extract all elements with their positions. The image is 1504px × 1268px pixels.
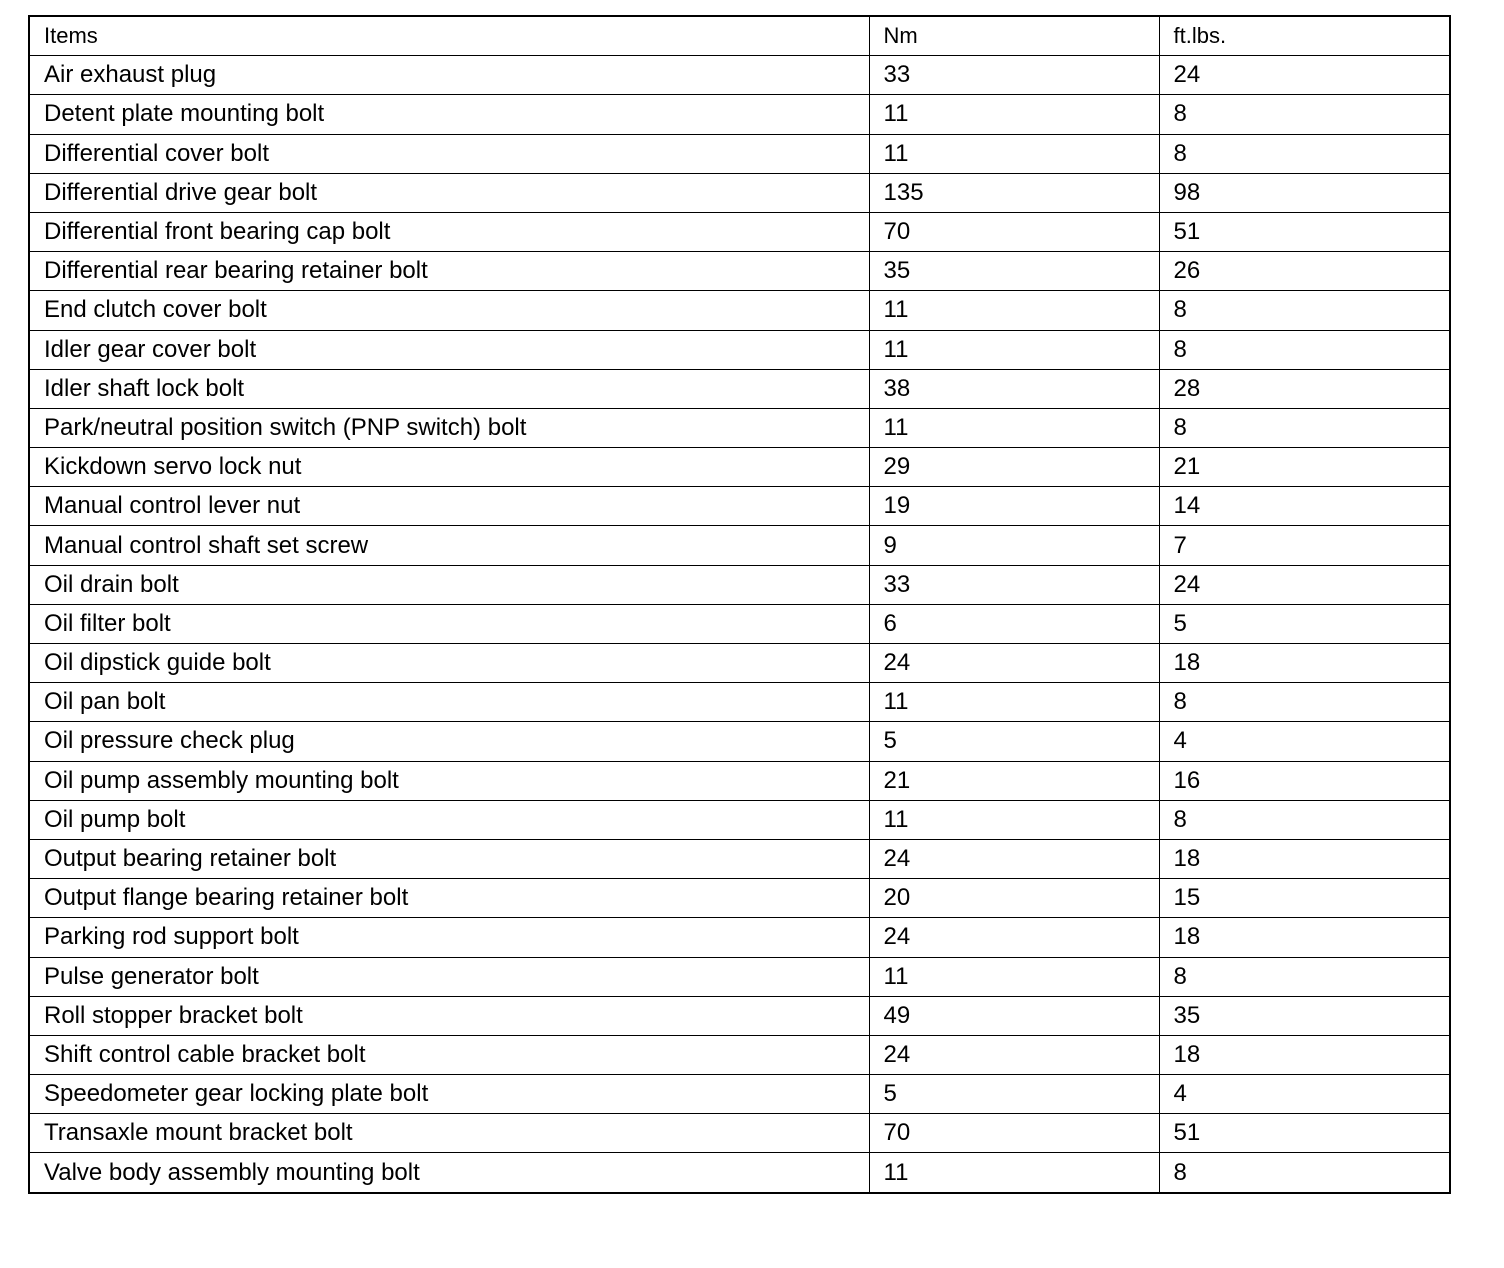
table-row bbox=[29, 1114, 1450, 1153]
cell-nm: 11 bbox=[869, 957, 1159, 996]
table-row bbox=[29, 918, 1450, 957]
cell-nm: 70 bbox=[869, 1114, 1159, 1153]
cell-item: Differential front bearing cap bolt bbox=[29, 212, 869, 251]
cell-item: Oil pump assembly mounting bolt bbox=[29, 761, 869, 800]
cell-ftlbs: 8 bbox=[1159, 95, 1450, 134]
cell-ftlbs: 16 bbox=[1159, 761, 1450, 800]
cell-item: Oil pump bolt bbox=[29, 800, 869, 839]
cell-item: Oil dipstick guide bolt bbox=[29, 644, 869, 683]
cell-nm: 24 bbox=[869, 918, 1159, 957]
cell-item: Manual control lever nut bbox=[29, 487, 869, 526]
cell-ftlbs: 98 bbox=[1159, 173, 1450, 212]
table-row bbox=[29, 408, 1450, 447]
cell-item: Output flange bearing retainer bolt bbox=[29, 879, 869, 918]
cell-nm: 11 bbox=[869, 95, 1159, 134]
cell-ftlbs: 8 bbox=[1159, 291, 1450, 330]
cell-item: Parking rod support bolt bbox=[29, 918, 869, 957]
table-row bbox=[29, 722, 1450, 761]
table-row bbox=[29, 56, 1450, 95]
table-row bbox=[29, 1075, 1450, 1114]
cell-nm: 24 bbox=[869, 644, 1159, 683]
cell-item: Manual control shaft set screw bbox=[29, 526, 869, 565]
cell-ftlbs: 18 bbox=[1159, 644, 1450, 683]
cell-item: Park/neutral position switch (PNP switch) bolt bbox=[29, 408, 869, 447]
cell-item: Roll stopper bracket bolt bbox=[29, 996, 869, 1035]
table-row bbox=[29, 996, 1450, 1035]
cell-nm: 49 bbox=[869, 996, 1159, 1035]
cell-item: End clutch cover bolt bbox=[29, 291, 869, 330]
cell-item: Pulse generator bolt bbox=[29, 957, 869, 996]
cell-nm: 29 bbox=[869, 448, 1159, 487]
cell-ftlbs: 24 bbox=[1159, 56, 1450, 95]
cell-item: Speedometer gear locking plate bolt bbox=[29, 1075, 869, 1114]
torque-spec-table bbox=[28, 15, 1451, 1194]
cell-nm: 70 bbox=[869, 212, 1159, 251]
cell-ftlbs: 8 bbox=[1159, 408, 1450, 447]
table-row bbox=[29, 526, 1450, 565]
cell-item: Transaxle mount bracket bolt bbox=[29, 1114, 869, 1153]
cell-item: Differential drive gear bolt bbox=[29, 173, 869, 212]
table-row bbox=[29, 291, 1450, 330]
cell-ftlbs: 15 bbox=[1159, 879, 1450, 918]
cell-nm: 24 bbox=[869, 839, 1159, 878]
cell-item: Differential rear bearing retainer bolt bbox=[29, 252, 869, 291]
table-row bbox=[29, 879, 1450, 918]
table-body bbox=[29, 56, 1450, 1193]
cell-ftlbs: 8 bbox=[1159, 1153, 1450, 1193]
table-row bbox=[29, 252, 1450, 291]
cell-ftlbs: 18 bbox=[1159, 918, 1450, 957]
cell-item: Air exhaust plug bbox=[29, 56, 869, 95]
cell-ftlbs: 8 bbox=[1159, 957, 1450, 996]
cell-item: Shift control cable bracket bolt bbox=[29, 1035, 869, 1074]
cell-ftlbs: 18 bbox=[1159, 839, 1450, 878]
cell-ftlbs: 51 bbox=[1159, 212, 1450, 251]
cell-item: Oil pressure check plug bbox=[29, 722, 869, 761]
cell-nm: 9 bbox=[869, 526, 1159, 565]
cell-ftlbs: 26 bbox=[1159, 252, 1450, 291]
cell-nm: 11 bbox=[869, 134, 1159, 173]
cell-item: Oil pan bolt bbox=[29, 683, 869, 722]
table-row bbox=[29, 448, 1450, 487]
table-row bbox=[29, 212, 1450, 251]
table-row bbox=[29, 1035, 1450, 1074]
cell-item: Idler gear cover bolt bbox=[29, 330, 869, 369]
cell-nm: 11 bbox=[869, 683, 1159, 722]
cell-ftlbs: 8 bbox=[1159, 683, 1450, 722]
table-row bbox=[29, 800, 1450, 839]
cell-ftlbs: 4 bbox=[1159, 722, 1450, 761]
table-row bbox=[29, 839, 1450, 878]
table-row bbox=[29, 683, 1450, 722]
cell-nm: 20 bbox=[869, 879, 1159, 918]
table-row bbox=[29, 761, 1450, 800]
cell-ftlbs: 14 bbox=[1159, 487, 1450, 526]
table-row bbox=[29, 644, 1450, 683]
cell-nm: 38 bbox=[869, 369, 1159, 408]
cell-item: Oil filter bolt bbox=[29, 604, 869, 643]
cell-ftlbs: 35 bbox=[1159, 996, 1450, 1035]
cell-ftlbs: 21 bbox=[1159, 448, 1450, 487]
cell-nm: 11 bbox=[869, 800, 1159, 839]
table-row bbox=[29, 369, 1450, 408]
table-row bbox=[29, 134, 1450, 173]
cell-nm: 21 bbox=[869, 761, 1159, 800]
cell-nm: 11 bbox=[869, 330, 1159, 369]
cell-ftlbs: 4 bbox=[1159, 1075, 1450, 1114]
cell-nm: 11 bbox=[869, 1153, 1159, 1193]
cell-ftlbs: 28 bbox=[1159, 369, 1450, 408]
cell-item: Detent plate mounting bolt bbox=[29, 95, 869, 134]
cell-item: Output bearing retainer bolt bbox=[29, 839, 869, 878]
cell-ftlbs: 5 bbox=[1159, 604, 1450, 643]
table-row bbox=[29, 604, 1450, 643]
header-ftlbs: ft.lbs. bbox=[1159, 16, 1450, 56]
cell-ftlbs: 24 bbox=[1159, 565, 1450, 604]
cell-nm: 33 bbox=[869, 565, 1159, 604]
header-nm: Nm bbox=[869, 16, 1159, 56]
cell-nm: 24 bbox=[869, 1035, 1159, 1074]
table-row bbox=[29, 565, 1450, 604]
table-header-row bbox=[29, 16, 1450, 56]
cell-nm: 5 bbox=[869, 722, 1159, 761]
table-row bbox=[29, 487, 1450, 526]
cell-ftlbs: 8 bbox=[1159, 800, 1450, 839]
table-row bbox=[29, 957, 1450, 996]
cell-nm: 6 bbox=[869, 604, 1159, 643]
cell-nm: 11 bbox=[869, 291, 1159, 330]
cell-item: Oil drain bolt bbox=[29, 565, 869, 604]
cell-nm: 35 bbox=[869, 252, 1159, 291]
cell-item: Kickdown servo lock nut bbox=[29, 448, 869, 487]
cell-item: Differential cover bolt bbox=[29, 134, 869, 173]
cell-nm: 11 bbox=[869, 408, 1159, 447]
cell-item: Idler shaft lock bolt bbox=[29, 369, 869, 408]
cell-ftlbs: 8 bbox=[1159, 134, 1450, 173]
cell-ftlbs: 51 bbox=[1159, 1114, 1450, 1153]
table-row bbox=[29, 95, 1450, 134]
table-row bbox=[29, 1153, 1450, 1193]
cell-ftlbs: 18 bbox=[1159, 1035, 1450, 1074]
table-row bbox=[29, 330, 1450, 369]
cell-ftlbs: 8 bbox=[1159, 330, 1450, 369]
cell-nm: 135 bbox=[869, 173, 1159, 212]
cell-nm: 19 bbox=[869, 487, 1159, 526]
cell-item: Valve body assembly mounting bolt bbox=[29, 1153, 869, 1193]
header-items: Items bbox=[29, 16, 869, 56]
cell-ftlbs: 7 bbox=[1159, 526, 1450, 565]
cell-nm: 5 bbox=[869, 1075, 1159, 1114]
table-row bbox=[29, 173, 1450, 212]
cell-nm: 33 bbox=[869, 56, 1159, 95]
